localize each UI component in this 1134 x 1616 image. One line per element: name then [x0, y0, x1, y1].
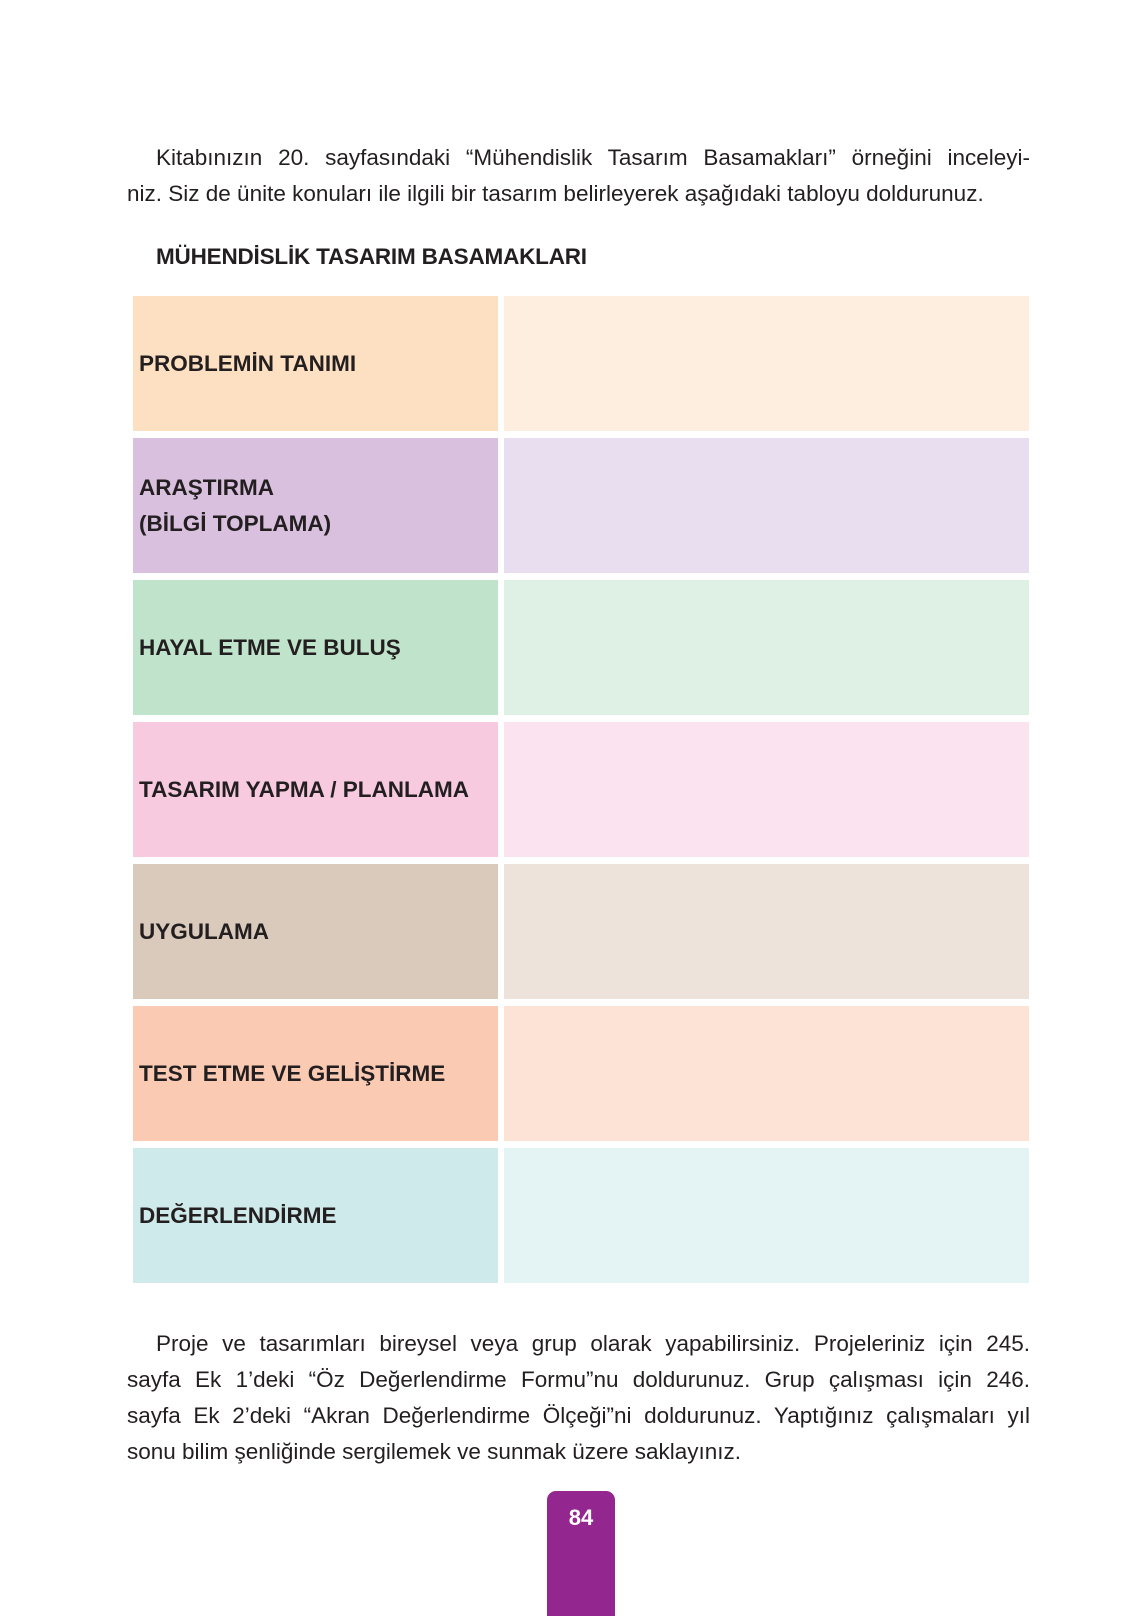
- step-answer-area[interactable]: [504, 296, 1029, 431]
- step-row: [133, 296, 1029, 431]
- step-row: [133, 438, 1029, 573]
- step-answer-area[interactable]: [504, 438, 1029, 573]
- intro-paragraph: [127, 140, 1030, 212]
- outro-line: Proje ve tasarımları bireysel veya grup olarak yapabilirsiniz. Projeleriniz için 245.: [156, 1331, 1030, 1356]
- section-title: MÜHENDİSLİK TASARIM BASAMAKLARI: [156, 244, 587, 269]
- step-label: ARAŞTIRMA (BİLGİ TOPLAMA): [133, 438, 498, 573]
- step-answer-area[interactable]: [504, 864, 1029, 999]
- step-row: [133, 864, 1029, 999]
- intro-line: niz. Siz de ünite konuları ile ilgili bir tasarım belirleyerek aşağıdaki tabloyu doldurunuz.: [127, 181, 984, 206]
- step-row: [133, 1148, 1029, 1283]
- step-answer-area[interactable]: [504, 1006, 1029, 1141]
- step-label: TEST ETME VE GELİŞTİRME: [133, 1006, 498, 1141]
- outro-line: sonu bilim şenliğinde sergilemek ve sunmak üzere saklayınız.: [127, 1439, 742, 1464]
- outro-line: sayfa Ek 2’deki “Akran Değerlendirme Ölçeği”ni doldurunuz. Yaptığınız çalışmaları yıl: [127, 1403, 1030, 1428]
- step-label: HAYAL ETME VE BULUŞ: [133, 580, 498, 715]
- page-number-tab: 84: [547, 1491, 615, 1616]
- step-answer-area[interactable]: [504, 580, 1029, 715]
- step-label: TASARIM YAPMA / PLANLAMA: [133, 722, 498, 857]
- step-answer-area[interactable]: [504, 1148, 1029, 1283]
- step-row: [133, 580, 1029, 715]
- step-label: UYGULAMA: [133, 864, 498, 999]
- design-steps-table: [133, 296, 1029, 1290]
- step-label: DEĞERLENDİRME: [133, 1148, 498, 1283]
- outro-paragraph: [127, 1326, 1030, 1470]
- step-label: PROBLEMİN TANIMI: [133, 296, 498, 431]
- step-answer-area[interactable]: [504, 722, 1029, 857]
- intro-line: Kitabınızın 20. sayfasındaki “Mühendislik Tasarım Basamakları” örneğini inceleyi-: [156, 145, 1030, 170]
- step-row: [133, 722, 1029, 857]
- outro-line: sayfa Ek 1’deki “Öz Değerlendirme Formu”nu doldurunuz. Grup çalışması için 246.: [127, 1367, 1030, 1392]
- step-row: [133, 1006, 1029, 1141]
